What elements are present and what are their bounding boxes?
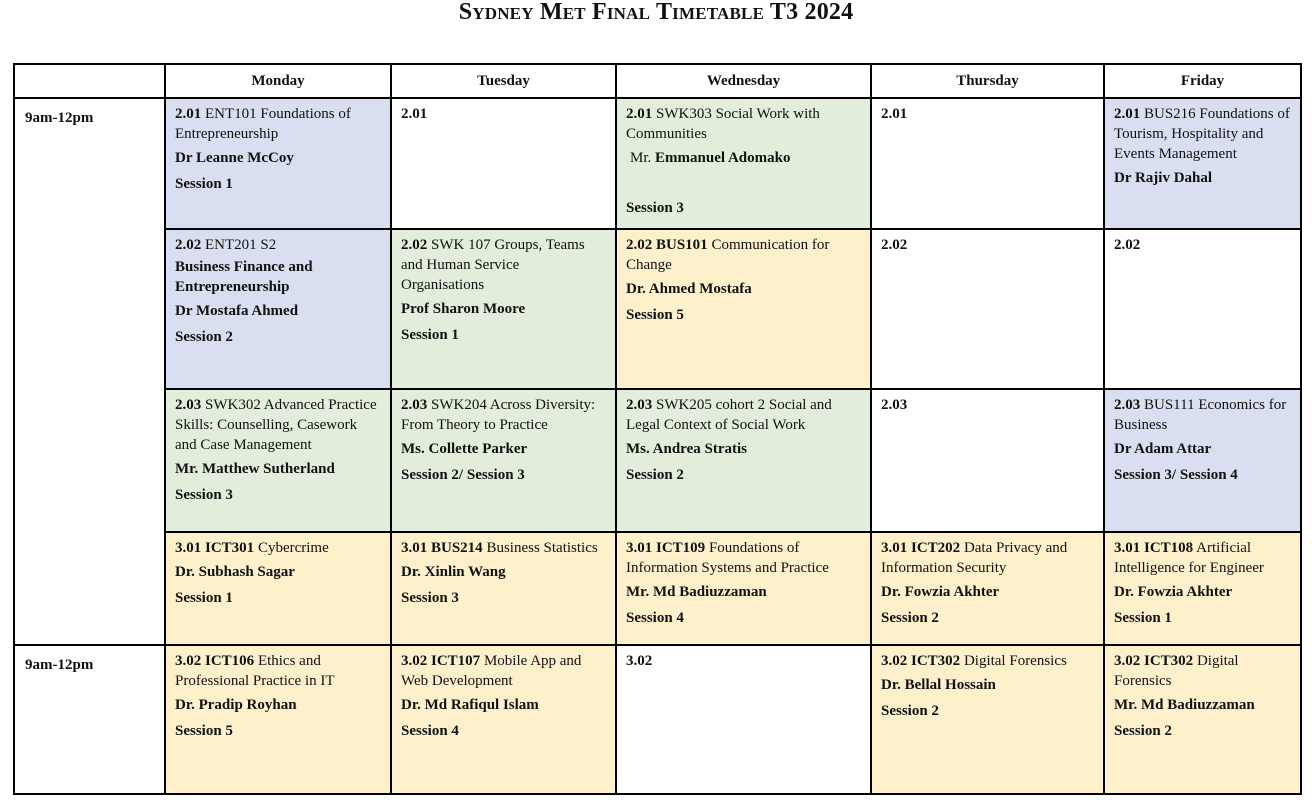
- course-code: ICT106: [205, 653, 255, 669]
- class-cell-content: [392, 230, 615, 351]
- lecturer-text: Dr. Fowzia Akhter: [1114, 584, 1233, 600]
- course-title: SWK205 cohort 2 Social and Legal Context of Social Work: [626, 397, 832, 433]
- course-code: BUS101: [656, 237, 708, 253]
- room-number: 3.01: [626, 540, 653, 556]
- lecturer-text: Mr. Md Badiuzzaman: [1114, 697, 1255, 713]
- class-cell-wednesday-3-01: [616, 532, 871, 645]
- course-line: [881, 235, 1094, 255]
- class-cell-content: [617, 390, 870, 491]
- lecturer-text: Dr. Pradip Royhan: [175, 697, 297, 713]
- class-cell-thursday-2-03: [871, 389, 1104, 532]
- course-line: [881, 104, 1094, 124]
- course-code: ICT302: [1144, 653, 1194, 669]
- room-number: 2.03: [1114, 397, 1141, 413]
- class-cell-friday-2-01: [1104, 98, 1301, 229]
- day-header-monday: Monday: [165, 64, 391, 98]
- class-cell-tuesday-3-01: [391, 532, 616, 645]
- course-line: [881, 538, 1094, 578]
- room-number: 3.02: [626, 653, 653, 669]
- course-title: Digital Forensics: [963, 653, 1067, 669]
- session-label: Session 5: [626, 307, 684, 323]
- class-cell-thursday-2-02: [871, 229, 1104, 389]
- course-line: [1114, 538, 1291, 578]
- time-slot-top: 9am-12pm: [14, 98, 165, 645]
- session-label: Session 2: [626, 467, 684, 483]
- room-number: 2.02: [175, 237, 202, 253]
- class-cell-content: [872, 390, 1103, 421]
- lecturer-text: Dr. Subhash Sagar: [175, 564, 295, 580]
- lecturer-text: Emmanuel Adomako: [655, 150, 791, 166]
- course-line: [175, 538, 381, 558]
- table-row-room-2-03: [14, 389, 1301, 532]
- corner-cell: [14, 64, 165, 98]
- course-code: BUS214: [431, 540, 483, 556]
- lecturer-name: [401, 299, 606, 319]
- course-line: [626, 104, 861, 144]
- class-cell-monday-2-01: [165, 98, 391, 229]
- course-line: [175, 651, 381, 691]
- table-row-room-2-02: [14, 229, 1301, 389]
- room-number: 3.02: [401, 653, 428, 669]
- room-number: 2.01: [401, 106, 428, 122]
- lecturer-text: Dr. Md Rafiqul Islam: [401, 697, 539, 713]
- room-number: 3.02: [1114, 653, 1141, 669]
- course-title: Artificial Intelligence for Engineer: [1114, 540, 1264, 576]
- class-cell-monday-2-02: [165, 229, 391, 389]
- room-number: 2.02: [881, 237, 908, 253]
- room-number: 3.01: [881, 540, 908, 556]
- class-cell-content: [872, 646, 1103, 727]
- course-line: [1114, 104, 1291, 164]
- class-cell-content: [166, 230, 390, 353]
- lecturer-name: [626, 439, 861, 459]
- class-cell-thursday-3-02: [871, 645, 1104, 794]
- class-cell-content: [166, 533, 390, 614]
- class-cell-content: [392, 533, 615, 614]
- course-title-bold: Business Finance and Entrepreneurship: [175, 259, 313, 295]
- lecturer-name: [175, 301, 381, 321]
- class-cell-thursday-2-01: [871, 98, 1104, 229]
- class-cell-wednesday-3-02: [616, 645, 871, 794]
- class-cell-content: [166, 390, 390, 511]
- course-code: ICT107: [431, 653, 481, 669]
- room-number: 2.01: [626, 106, 653, 122]
- session-label: Session 1: [175, 176, 233, 192]
- table-row-room-3-01: [14, 532, 1301, 645]
- course-title: SWK302 Advanced Practice Skills: Counselling, Casework and Case Management: [175, 397, 377, 453]
- class-cell-content: [617, 99, 870, 224]
- lecturer-name: [881, 675, 1094, 695]
- session-label: Session 5: [175, 723, 233, 739]
- course-line: [626, 395, 861, 435]
- session-label: Session 3: [175, 487, 233, 503]
- page-title: Sydney Met Final Timetable T3 2024: [458, 0, 854, 25]
- course-title: Digital Forensics: [1114, 653, 1239, 689]
- class-cell-content: [872, 533, 1103, 634]
- room-number: 3.01: [175, 540, 202, 556]
- class-cell-tuesday-3-02: [391, 645, 616, 794]
- session-label: Session 3/ Session 4: [1114, 467, 1238, 483]
- class-cell-content: [872, 230, 1103, 261]
- class-cell-content: [1105, 533, 1300, 634]
- lecturer-text: Dr. Ahmed Mostafa: [626, 281, 752, 297]
- course-line: [175, 395, 381, 455]
- class-cell-tuesday-2-03: [391, 389, 616, 532]
- lecturer-text: Mr. Md Badiuzzaman: [626, 584, 767, 600]
- course-line: [626, 538, 861, 578]
- day-header-wednesday: Wednesday: [616, 64, 871, 98]
- class-cell-tuesday-2-01: [391, 98, 616, 229]
- timetable: [13, 63, 1302, 795]
- course-line: [881, 395, 1094, 415]
- class-cell-thursday-3-01: [871, 532, 1104, 645]
- session-label: Session 2: [175, 329, 233, 345]
- class-cell-content: [872, 99, 1103, 130]
- class-cell-content: [617, 646, 870, 677]
- course-line: [401, 104, 606, 124]
- class-cell-friday-2-03: [1104, 389, 1301, 532]
- class-cell-wednesday-2-01: [616, 98, 871, 229]
- lecturer-text: Dr. Fowzia Akhter: [881, 584, 1000, 600]
- class-cell-monday-2-03: [165, 389, 391, 532]
- class-cell-content: [392, 646, 615, 747]
- table-row-room-2-01: [14, 98, 1301, 229]
- course-title: BUS111 Economics for Business: [1114, 397, 1287, 433]
- class-cell-tuesday-2-02: [391, 229, 616, 389]
- room-number: 2.03: [401, 397, 428, 413]
- lecturer-name: [881, 582, 1094, 602]
- course-line: [401, 235, 606, 295]
- session-label: Session 2: [1114, 723, 1172, 739]
- lecturer-prefix: Mr.: [630, 150, 652, 166]
- lecturer-name: [1114, 439, 1291, 459]
- lecturer-name: [626, 279, 861, 299]
- day-header-tuesday: Tuesday: [391, 64, 616, 98]
- class-cell-wednesday-2-03: [616, 389, 871, 532]
- lecturer-name: [1114, 168, 1291, 188]
- class-cell-friday-2-02: [1104, 229, 1301, 389]
- lecturer-name: [401, 695, 606, 715]
- lecturer-text: Dr Rajiv Dahal: [1114, 170, 1213, 186]
- room-number: 3.01: [1114, 540, 1141, 556]
- class-cell-friday-3-02: [1104, 645, 1301, 794]
- class-cell-content: [617, 533, 870, 634]
- session-label: Session 2: [881, 703, 939, 719]
- lecturer-text: Dr. Bellal Hossain: [881, 677, 996, 693]
- course-code: ICT202: [911, 540, 961, 556]
- course-title: Communication for Change: [626, 237, 830, 273]
- lecturer-text: Dr Mostafa Ahmed: [175, 303, 299, 319]
- day-header-friday: Friday: [1104, 64, 1301, 98]
- session-label: Session 4: [626, 610, 684, 626]
- lecturer-text: Ms. Andrea Stratis: [626, 441, 747, 457]
- room-number: 2.02: [1114, 237, 1141, 253]
- class-cell-content: [617, 230, 870, 331]
- course-line: [626, 651, 861, 671]
- course-code: ICT301: [205, 540, 255, 556]
- room-number: 2.03: [175, 397, 202, 413]
- lecturer-name: [175, 148, 381, 168]
- class-cell-content: [1105, 99, 1300, 194]
- session-label: Session 1: [175, 590, 233, 606]
- class-cell-content: [1105, 230, 1300, 261]
- course-title: ENT201 S2: [205, 237, 277, 253]
- class-cell-content: [166, 99, 390, 200]
- header-row: [14, 64, 1301, 98]
- lecturer-name: [401, 439, 606, 459]
- table-row-room-3-02: [14, 645, 1301, 794]
- course-line: [1114, 651, 1291, 691]
- course-line: [1114, 395, 1291, 435]
- lecturer-name: [401, 562, 606, 582]
- lecturer-text: Prof Sharon Moore: [401, 301, 526, 317]
- course-title: Business Statistics: [486, 540, 598, 556]
- session-label: Session 3: [401, 590, 459, 606]
- course-title: SWK 107 Groups, Teams and Human Service Organisations: [401, 237, 585, 293]
- course-title: SWK303 Social Work with Communities: [626, 106, 820, 142]
- class-cell-friday-3-01: [1104, 532, 1301, 645]
- lecturer-text: Dr. Xinlin Wang: [401, 564, 506, 580]
- lecturer-name: [1114, 695, 1291, 715]
- room-number: 2.03: [881, 397, 908, 413]
- session-label: Session 1: [1114, 610, 1172, 626]
- lecturer-name: [1114, 582, 1291, 602]
- course-line: [401, 538, 606, 558]
- lecturer-text: Dr Adam Attar: [1114, 441, 1212, 457]
- lecturer-text: Dr Leanne McCoy: [175, 150, 294, 166]
- lecturer-name: [626, 148, 861, 168]
- course-line: [1114, 235, 1291, 255]
- class-cell-monday-3-01: [165, 532, 391, 645]
- course-line: [175, 235, 381, 255]
- session-label: Session 1: [401, 327, 459, 343]
- lecturer-name: [175, 695, 381, 715]
- course-line: [626, 235, 861, 275]
- course-line: [401, 651, 606, 691]
- course-title: Data Privacy and Information Security: [881, 540, 1068, 576]
- room-number: 2.01: [881, 106, 908, 122]
- session-label: Session 2/ Session 3: [401, 467, 525, 483]
- course-title: ENT101 Foundations of Entrepreneurship: [175, 106, 351, 142]
- course-title: Cybercrime: [257, 540, 329, 556]
- class-cell-content: [392, 390, 615, 491]
- lecturer-name: [626, 582, 861, 602]
- session-label: Session 2: [881, 610, 939, 626]
- class-cell-content: [166, 646, 390, 747]
- time-slot-bottom: 9am-12pm: [14, 645, 165, 794]
- class-cell-content: [1105, 390, 1300, 491]
- room-number: 2.02: [401, 237, 428, 253]
- course-title: BUS216 Foundations of Tourism, Hospitality and Events Management: [1114, 106, 1290, 162]
- class-cell-wednesday-2-02: [616, 229, 871, 389]
- course-code: ICT108: [1144, 540, 1194, 556]
- session-label: Session 4: [401, 723, 459, 739]
- session-label: Session 3: [626, 200, 684, 216]
- course-line: [401, 395, 606, 435]
- lecturer-text: Mr. Matthew Sutherland: [175, 461, 335, 477]
- course-title: SWK204 Across Diversity: From Theory to Practice: [401, 397, 596, 433]
- course-title: Foundations of Information Systems and Practice: [626, 540, 829, 576]
- lecturer-text: Ms. Collette Parker: [401, 441, 528, 457]
- room-number: 3.02: [881, 653, 908, 669]
- course-title: Mobile App and Web Development: [401, 653, 582, 689]
- room-number: 2.02: [626, 237, 653, 253]
- room-number: 2.03: [626, 397, 653, 413]
- course-title: Ethics and Professional Practice in IT: [175, 653, 335, 689]
- room-number: 3.02: [175, 653, 202, 669]
- room-number: 2.01: [1114, 106, 1141, 122]
- class-cell-content: [392, 99, 615, 130]
- room-number: 2.01: [175, 106, 202, 122]
- course-line: [881, 651, 1094, 671]
- course-code: ICT302: [911, 653, 961, 669]
- room-number: 3.01: [401, 540, 428, 556]
- course-code: ICT109: [656, 540, 706, 556]
- course-line: [175, 104, 381, 144]
- class-cell-content: [1105, 646, 1300, 747]
- class-cell-monday-3-02: [165, 645, 391, 794]
- lecturer-name: [175, 459, 381, 479]
- lecturer-name: [175, 562, 381, 582]
- day-header-thursday: Thursday: [871, 64, 1104, 98]
